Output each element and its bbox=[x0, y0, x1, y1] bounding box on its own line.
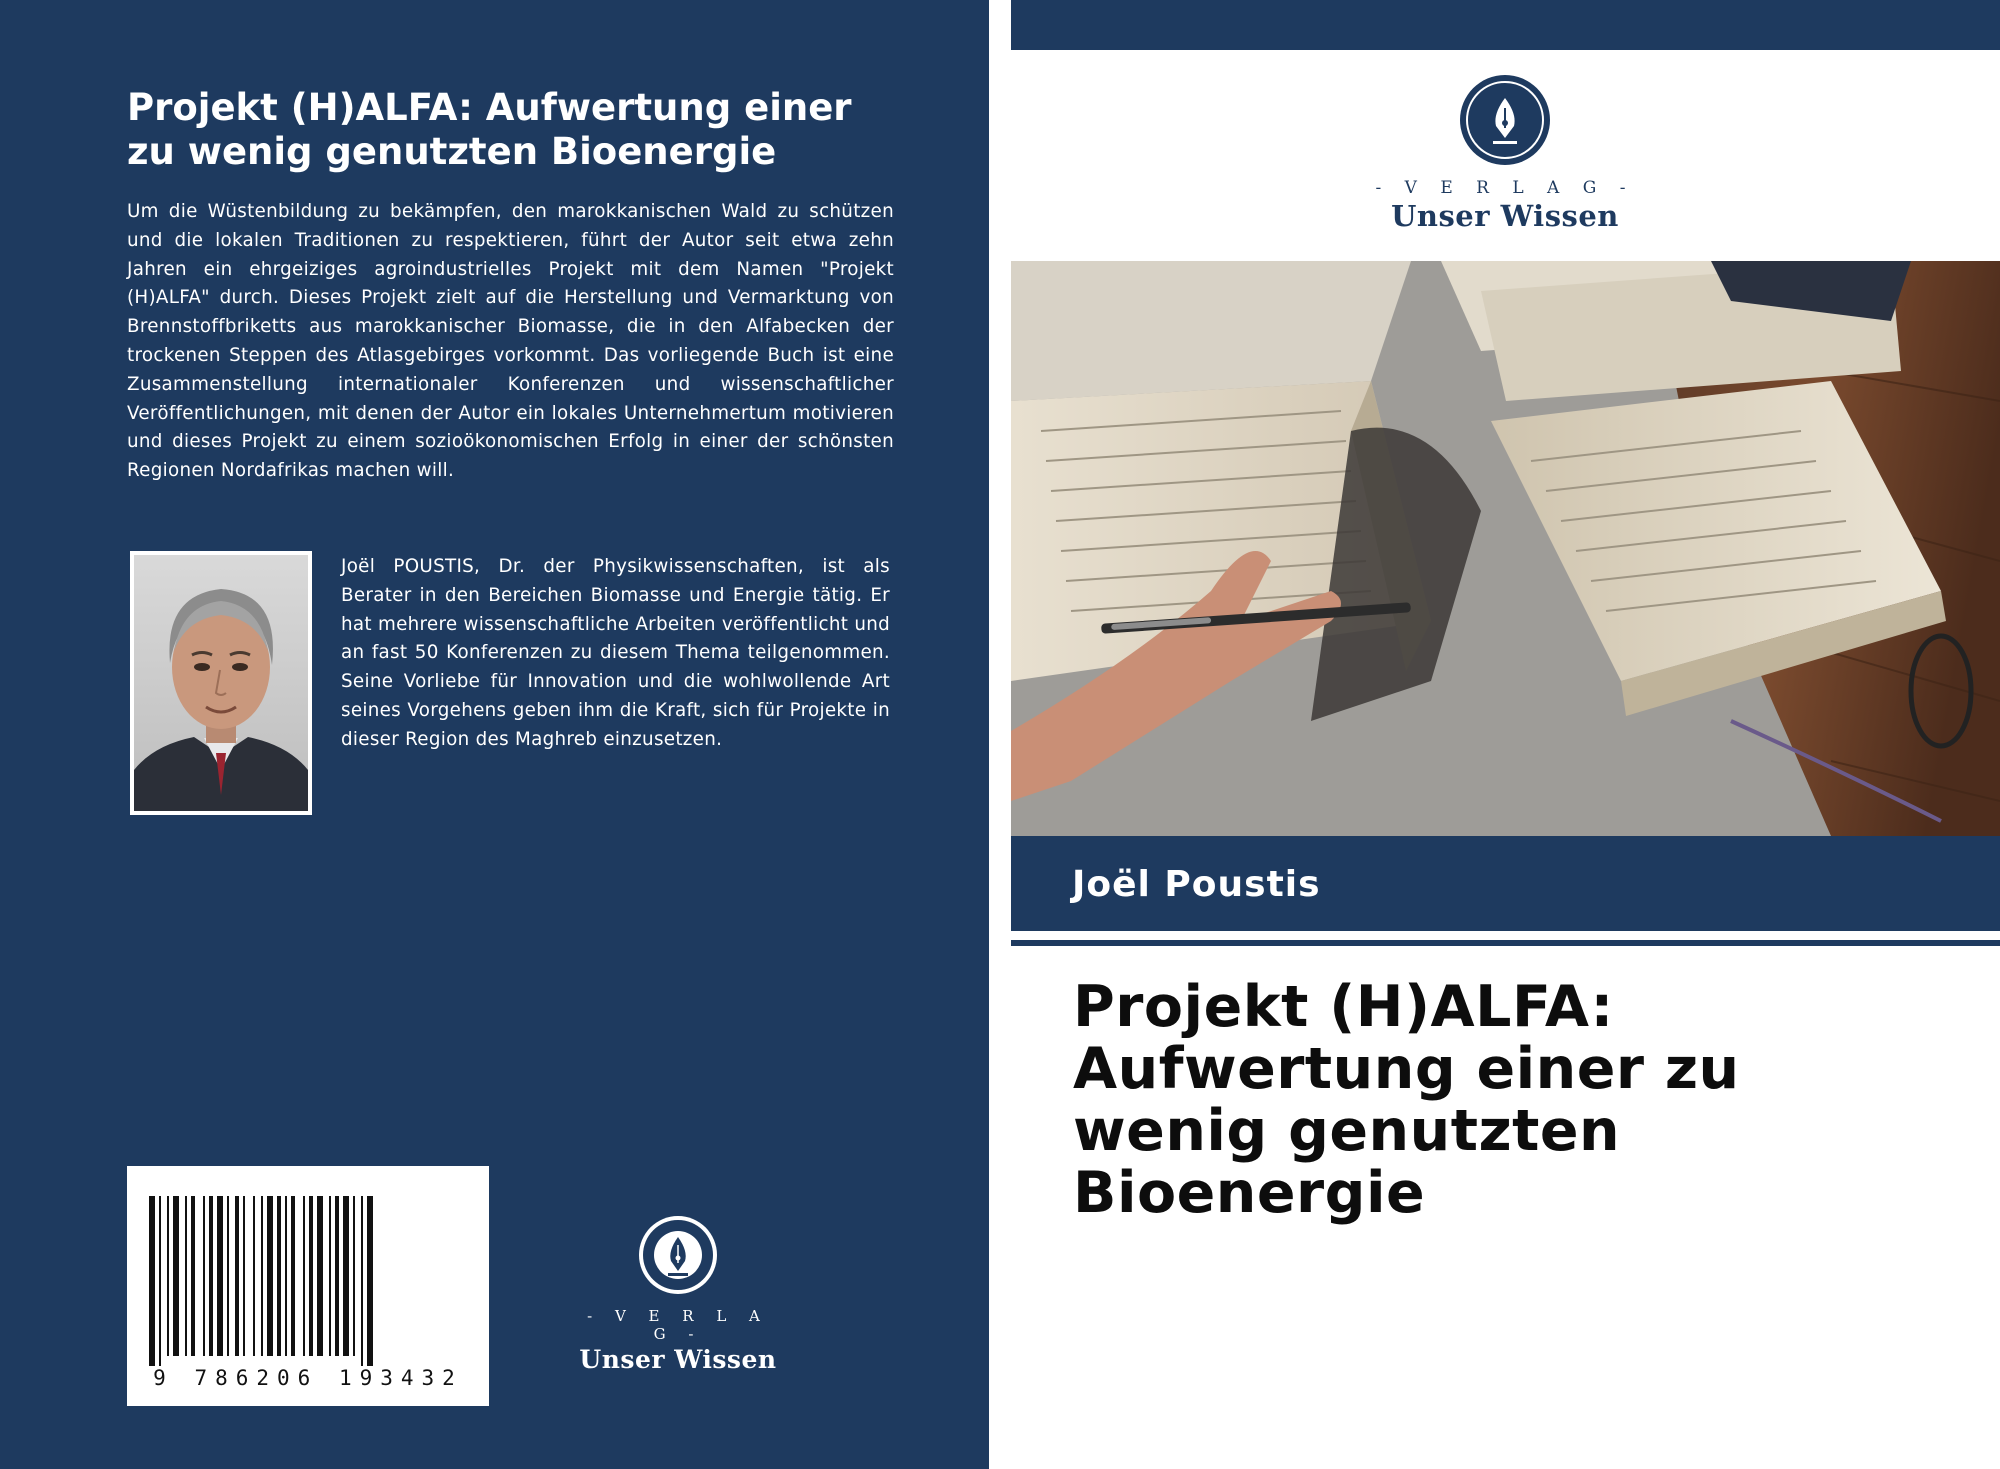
barcode-bar bbox=[277, 1196, 281, 1356]
barcode-bar bbox=[361, 1196, 363, 1366]
barcode-bar bbox=[149, 1196, 155, 1366]
barcode-bar bbox=[235, 1196, 239, 1356]
front-cover-title: Projekt (H)ALFA: Aufwertung einer zu wenig genutzten Bioenergie bbox=[1073, 974, 1740, 1226]
barcode-bar bbox=[227, 1196, 229, 1356]
barcode-bar bbox=[303, 1196, 305, 1356]
barcode-bar bbox=[291, 1196, 295, 1356]
barcode bbox=[127, 1166, 489, 1366]
barcode-bar bbox=[261, 1196, 263, 1356]
barcode-bar bbox=[343, 1196, 349, 1356]
front-author-name: Joël Poustis bbox=[1072, 864, 1321, 905]
barcode-bar bbox=[217, 1196, 223, 1356]
pen-nib-logo-icon bbox=[638, 1215, 718, 1295]
back-cover-title: Projekt (H)ALFA: Aufwertung einer zu wenig genutzten Bioenergie bbox=[127, 86, 852, 173]
barcode-bar bbox=[167, 1196, 169, 1356]
back-publisher-logo bbox=[578, 1215, 778, 1374]
back-cover bbox=[0, 0, 989, 1469]
divider bbox=[1011, 940, 2000, 946]
barcode-bar bbox=[267, 1196, 273, 1356]
isbn-digits: 9 786206 193432 bbox=[153, 1366, 463, 1390]
back-verlag-label: - V E R L A G - bbox=[587, 1307, 769, 1343]
author-band bbox=[1011, 836, 2000, 931]
front-cover bbox=[1011, 0, 2000, 1469]
barcode-bar bbox=[353, 1196, 355, 1356]
barcode-bar bbox=[309, 1196, 313, 1356]
barcode-bar bbox=[185, 1196, 187, 1356]
cover-photo-books bbox=[1011, 261, 2000, 836]
barcode-bar bbox=[329, 1196, 331, 1356]
barcode-bar bbox=[203, 1196, 205, 1356]
back-publisher-name: Unser Wissen bbox=[579, 1345, 777, 1374]
barcode-bar bbox=[243, 1196, 245, 1356]
barcode-bar bbox=[367, 1196, 373, 1366]
author-portrait bbox=[130, 551, 312, 815]
book-blurb: Um die Wüstenbildung zu bekämpfen, den marokkanischen Wald zu schützen und die lokalen Traditionen zu respektieren, führt der Autor seit etwa zehn Jahren ein ehrgeiziges agroindustrielles Projekt mit dem Namen "Projekt (H)ALFA" durch. Dieses Projekt zielt auf die Herstellung und Vermarktung von Brennstoffbriketts aus marokkanischer Biomasse, die in den Alfabecken der trockenen Steppen des Atlasgebirges vorkommt. Das vorliegende Buch ist eine Zusammenstellung internationaler Konferenzen und wissenschaftlicher Veröffentlichungen, mit denen der Autor ein lokales Unternehmertum motivieren und dieses Projekt zu einem sozioökonomischen Erfolg in einer der schönsten Regionen Nordafrikas machen will. bbox=[127, 201, 894, 482]
front-top-bar bbox=[1011, 0, 2000, 50]
isbn-barcode bbox=[127, 1166, 489, 1406]
barcode-bar bbox=[253, 1196, 255, 1356]
barcode-bar bbox=[317, 1196, 323, 1356]
author-bio: Joël POUSTIS, Dr. der Physikwissenschaften, ist als Berater in den Bereichen Biomasse und Energie tätig. Er hat mehrere wissenschaftliche Arbeiten veröffentlicht und an fast 50 Konferenzen zu diesem Thema teilgenommen. Seine Vorliebe für Innovation und die wohlwollende Art seines Vorgehens geben ihm die Kraft, sich für Projekte in dieser Region des Maghreb einzusetzen. bbox=[341, 556, 891, 750]
barcode-bar bbox=[285, 1196, 287, 1356]
pen-nib-logo-icon bbox=[1459, 74, 1551, 166]
front-publisher-name: Unser Wissen bbox=[1391, 199, 1619, 233]
front-verlag-label: - V E R L A G - bbox=[1375, 178, 1635, 198]
barcode-bar bbox=[209, 1196, 213, 1356]
barcode-bar bbox=[159, 1196, 161, 1366]
barcode-bar bbox=[173, 1196, 179, 1356]
barcode-bar bbox=[191, 1196, 195, 1356]
barcode-bar bbox=[335, 1196, 339, 1356]
front-publisher-logo bbox=[1364, 74, 1646, 233]
